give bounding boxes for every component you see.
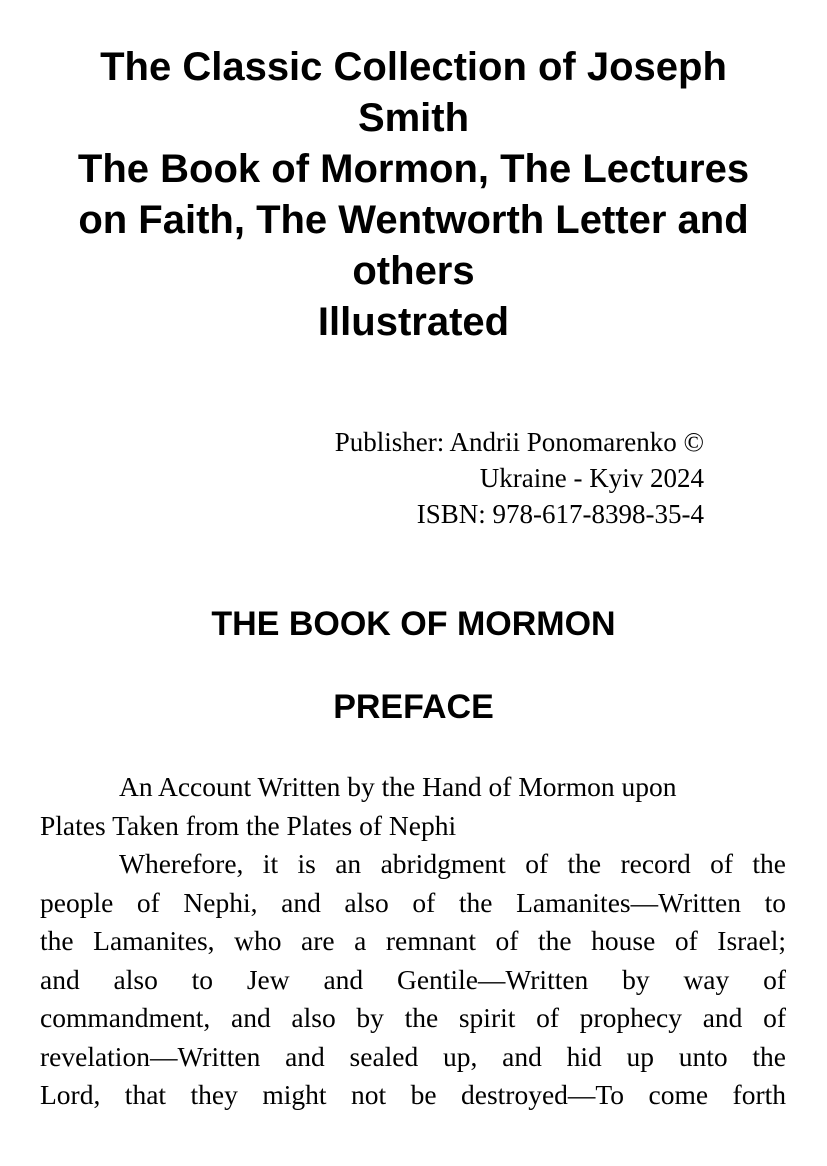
body-line: Plates Taken from the Plates of Nephi	[40, 809, 457, 841]
body-line: Wherefore, it is an abridgment of the record of the	[119, 848, 786, 879]
body-line: Lord, that they might not be destroyed—To come forth	[40, 1079, 786, 1110]
title-line: The Book of Mormon, The Lectures	[77, 147, 750, 191]
title-line: Smith	[357, 96, 470, 140]
body-line: An Account Written by the Hand of Mormon upon	[119, 771, 677, 802]
section-title: THE BOOK OF MORMON	[211, 605, 616, 643]
body-line: and also to Jew and Gentile—Written by way of	[40, 963, 786, 995]
body-line: the Lamanites, who are a remnant of the house of Israel;	[40, 925, 786, 956]
body-line: people of Nephi, and also of the Lamanites—Written to	[40, 886, 786, 918]
body-line: revelation—Written and sealed up, and hid up unto the	[40, 1040, 786, 1072]
isbn: ISBN: 978-617-8398-35-4	[416, 499, 704, 529]
title-line: The Classic Collection of Joseph	[100, 45, 727, 89]
title-line: on Faith, The Wentworth Letter and	[78, 198, 749, 242]
title-line: others	[352, 249, 475, 293]
publisher-info	[335, 424, 704, 532]
publisher-location-year: Ukraine - Kyiv 2024	[479, 463, 704, 493]
title-line: Illustrated	[317, 300, 510, 344]
preface-body	[40, 768, 786, 1115]
body-line: commandment, and also by the spirit of prophecy and of	[40, 1002, 786, 1033]
book-title	[30, 42, 797, 348]
subsection-title: PREFACE	[333, 688, 494, 726]
publisher-name: Publisher: Andrii Ponomarenko ©	[334, 427, 704, 457]
